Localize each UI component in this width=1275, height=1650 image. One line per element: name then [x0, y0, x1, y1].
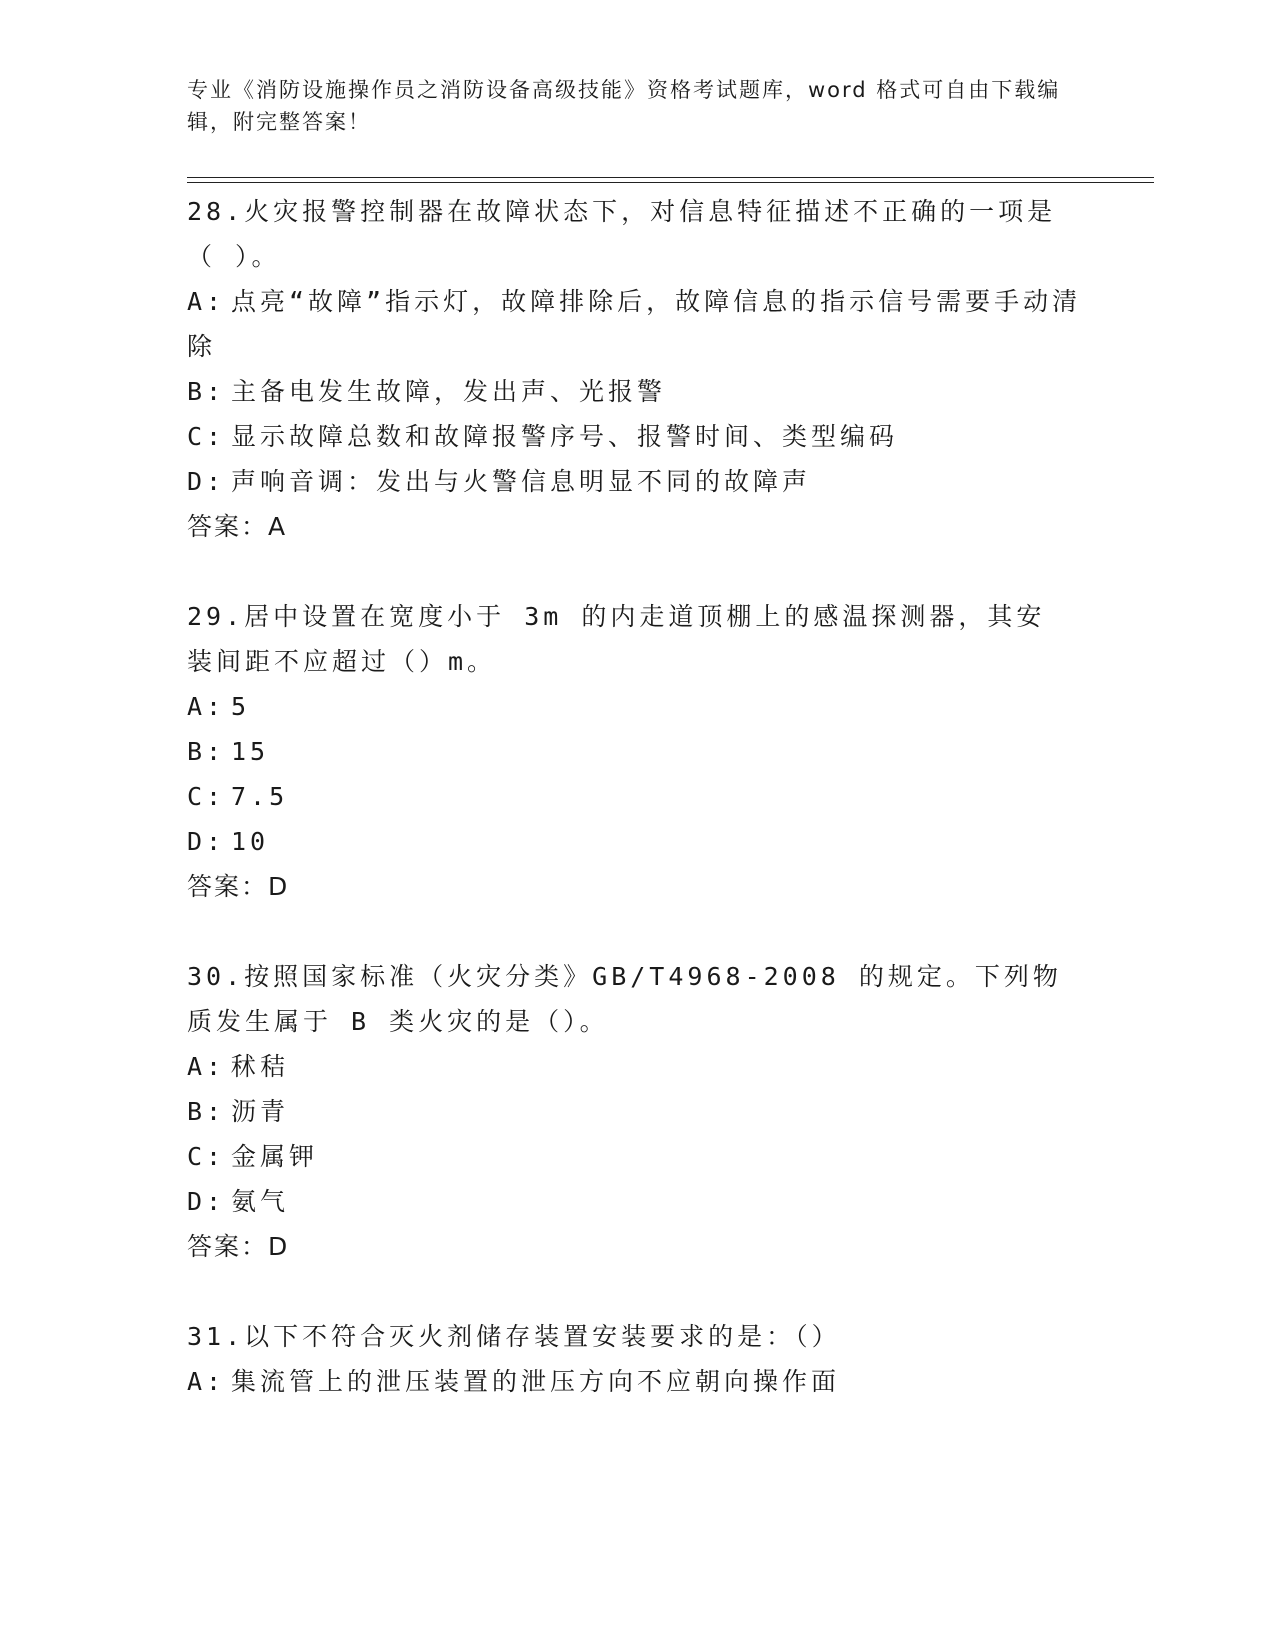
question-stem: 30.按照国家标准（火灾分类》GB/T4968-2008 的规定。下列物质发生属于 B 类火灾的是（）。 — [187, 962, 1062, 1036]
question-list — [187, 189, 1087, 1449]
option-text: 10 — [231, 827, 270, 856]
option-key: C: — [187, 1142, 226, 1171]
option-a — [187, 279, 1087, 369]
option-c — [187, 1134, 1087, 1179]
option-text: 5 — [231, 692, 251, 721]
option-key: B: — [187, 737, 226, 766]
option-key: C: — [187, 422, 226, 451]
option-key: B: — [187, 1097, 226, 1126]
option-a — [187, 1044, 1087, 1089]
option-text: 显示故障总数和故障报警序号、报警时间、类型编码 — [231, 422, 899, 451]
question-stem: 28.火灾报警控制器在故障状态下，对信息特征描述不正确的一项是（ ）。 — [187, 197, 1057, 271]
question-28 — [187, 189, 1087, 549]
option-text: 7.5 — [231, 782, 289, 811]
option-text: 金属钾 — [231, 1142, 319, 1171]
answer-label: 答案：A — [187, 512, 288, 541]
option-key: D: — [187, 467, 226, 496]
option-text: 15 — [231, 737, 270, 766]
question-29 — [187, 594, 1087, 909]
option-key: B: — [187, 377, 226, 406]
question-stem: 29.居中设置在宽度小于 3m 的内走道顶棚上的感温探测器，其安装间距不应超过（）m。 — [187, 602, 1046, 676]
option-b — [187, 729, 1087, 774]
option-text: 点亮“故障”指示灯，故障排除后，故障信息的指示信号需要手动清除 — [187, 287, 1082, 361]
option-key: A: — [187, 692, 226, 721]
option-c — [187, 774, 1087, 819]
option-text: 声响音调：发出与火警信息明显不同的故障声 — [231, 467, 812, 496]
header-divider-bottom — [187, 182, 1154, 183]
option-d — [187, 819, 1087, 864]
option-text: 沥青 — [231, 1097, 290, 1126]
option-key: A: — [187, 287, 226, 316]
option-d — [187, 1179, 1087, 1224]
option-text: 集流管上的泄压装置的泄压方向不应朝向操作面 — [231, 1367, 841, 1396]
option-key: A: — [187, 1052, 226, 1081]
option-a — [187, 684, 1087, 729]
option-d — [187, 459, 1087, 504]
option-text: 氨气 — [231, 1187, 290, 1216]
option-b — [187, 1089, 1087, 1134]
option-key: A: — [187, 1367, 226, 1396]
answer-label: 答案：D — [187, 872, 290, 901]
option-a — [187, 1359, 1087, 1404]
answer-label: 答案：D — [187, 1232, 290, 1261]
question-31 — [187, 1314, 1087, 1404]
document-intro: 专业《消防设施操作员之消防设备高级技能》资格考试题库，word 格式可自由下载编辑，附完整答案！ — [187, 78, 1061, 134]
question-stem: 31.以下不符合灭火剂储存装置安装要求的是：（） — [187, 1322, 841, 1351]
option-text: 主备电发生故障，发出声、光报警 — [231, 377, 667, 406]
option-key: C: — [187, 782, 226, 811]
option-text: 秫秸 — [231, 1052, 290, 1081]
option-b — [187, 369, 1087, 414]
question-30 — [187, 954, 1087, 1269]
header-divider-top — [187, 177, 1154, 178]
option-key: D: — [187, 1187, 226, 1216]
option-key: D: — [187, 827, 226, 856]
option-c — [187, 414, 1087, 459]
